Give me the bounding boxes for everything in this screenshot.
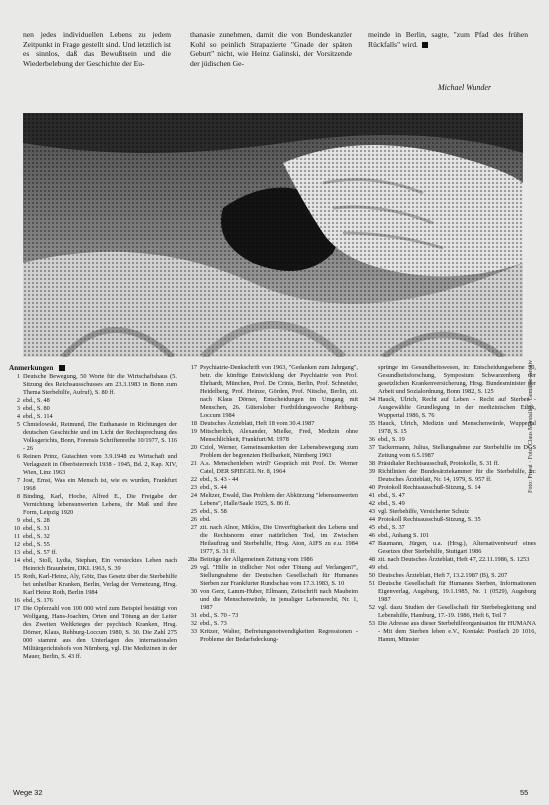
notes-title-text: Anmerkungen <box>9 364 54 372</box>
note-item <box>364 364 536 396</box>
note-item <box>9 533 177 541</box>
note-text: ebd., S. 43 - 44 <box>200 476 239 483</box>
note-text: ebd., Stoll, Lydia, Stephan, Ein verstecktes Leben nach Heinrich Braunheim, DKL 1963, S. 39 <box>23 557 177 572</box>
note-item <box>364 420 536 436</box>
note-number: 35 <box>368 420 375 427</box>
note-item <box>364 444 536 460</box>
note-text: Tackermann, Julius, Stellungnahme zur Sterbehilfe im DGS Zeitung vom 6.5.1987 <box>378 444 536 459</box>
note-text: Meltzer, Ewald, Das Problem der Abkürzung "lebensunwerten Lebens", Halle/Saale 1925, S. 86 ff. <box>200 492 358 507</box>
note-number: 8 <box>16 493 20 500</box>
note-number: 42 <box>368 500 375 507</box>
note-text: Deutsches Ärzteblatt, Heft 18 vom 30.4.1987 <box>200 420 315 427</box>
note-item <box>364 500 536 508</box>
note-number: 14 <box>13 557 20 564</box>
note-number: 26 <box>190 516 197 523</box>
article-column-3-text: meinde in Berlin, sagte, "zum Pfad des frühen Rückfalls" wird. <box>368 30 528 49</box>
note-text: ebd., S. 73 <box>200 620 227 627</box>
note-text: vgl. dazu Studien der Gesellschaft für Sterbebegleitung und Lebenshilfe, Hamburg, 17.-19. 1986, Heft 6, Teil 7 <box>378 604 536 619</box>
note-item <box>9 541 177 549</box>
note-text: Präsidialer Rechtsausschuß, Protokolle, S. 31 ff. <box>378 460 500 467</box>
note-text: Hauck, Ulrich, Medizin und Menschenwürde, Wuppertal 1978, S. 15 <box>378 420 536 435</box>
photo-credit: Foto: Privat · Foto: Claus Marstaller · Gemälde-Archiv <box>528 360 534 493</box>
note-text: Kritzer, Walter, Befreiungsnotwendigkeiten Regressionen - Probleme der Bedarfsdeckung- <box>200 628 358 643</box>
note-text: ebd. <box>200 516 211 523</box>
note-item <box>9 405 177 413</box>
note-text: ebd., S. 70 - 73 <box>200 612 239 619</box>
note-number: 3 <box>16 405 20 412</box>
note-number: 31 <box>190 612 197 619</box>
note-number: 12 <box>13 541 20 548</box>
end-square-icon <box>422 42 428 48</box>
note-item <box>9 557 177 573</box>
notes-title <box>9 364 177 372</box>
note-number: 49 <box>368 564 375 571</box>
note-text: Psychiatrie-Denkschrift von 1963, "Gedanken zum Jahrgang", betr. die künftige Entwicklung der Psychiatrie von Prof. Ehrhardt, München, Prof. De Crinis, Berlin, Prof. Schneider, Heidelberg, Prof. Heinze, Görden, Prof. Nitsche, Berlin, zit. nach Klaus Dörner, Entscheidungen im Umgang mit Menschen, 26. Gütersloher Fortbildungswoche Rehburg-Loccum 1984 <box>200 364 358 419</box>
note-number: 47 <box>368 540 375 547</box>
note-number: 5 <box>16 421 20 428</box>
note-number: 40 <box>368 484 375 491</box>
note-item <box>9 421 177 453</box>
note-number: 19 <box>190 428 197 435</box>
note-number: 53 <box>368 620 375 627</box>
note-text: Hauck, Ulrich, Recht auf Leben - Recht auf Sterben - Ausgewählte Grundlegung in der medizinischen Ethik, Wuppertal 1986, S. 76 <box>378 396 536 419</box>
note-text: vgl. Sterbehilfe, Versicherter Schutz <box>378 508 469 515</box>
note-number: 15 <box>13 573 20 580</box>
note-text: Richtlinien der Bundesärztekammer für die Sterbehilfe, in: Deutsches Ärzteblatt, Nr. 14, 1979, S. 957 ff. <box>378 468 536 483</box>
note-number: 27 <box>190 524 197 531</box>
notes-list-2 <box>186 364 358 644</box>
note-text: ebd., S. 47 <box>378 492 405 499</box>
note-text: Reinen Prinz, Gutachten vom 3.9.1948 zu Wirtschaft und Verlagszeit in Oberösterreich 1938 - 1945, Bd. 2, Kap. XIV, Wien, Linz 1963 <box>23 453 177 476</box>
note-item <box>186 364 358 420</box>
note-number: 32 <box>190 620 197 627</box>
note-item <box>364 564 536 572</box>
note-text: ebd., S. 31 <box>23 525 50 532</box>
note-item <box>186 620 358 628</box>
note-text: ebd., S. 19 <box>378 436 405 443</box>
note-item <box>186 508 358 516</box>
note-item <box>364 516 536 524</box>
note-number: 7 <box>16 477 20 484</box>
note-item <box>364 468 536 484</box>
note-item <box>186 444 358 460</box>
note-item <box>364 508 536 516</box>
note-number: 48 <box>368 556 375 563</box>
note-number: 46 <box>368 532 375 539</box>
note-text: zit. nach Alnor, Miklos, Die Unverfügbarkeit des Lebens und die Rechtsnorm einer natürlichen Tod, im Zwischen Heilauftrag und Sterbehilfe, Hrsg. Aton, AIFS zu e.u. 1984 1977, S. 31 ff. <box>200 524 358 555</box>
note-item <box>186 420 358 428</box>
note-text: ebd., S. 176 <box>23 597 53 604</box>
note-text: sprünge im Gesundheitswesen, in: Entscheidungsebene 30, Gesundheitsforschung, Symposium Schwarzenberg der gesetzlichen Krankenversicherung, Hrsg. Bundesminister der Arbeit und Sozialordnung, Bonn 1982, S. 125 <box>378 364 536 395</box>
note-item <box>186 564 358 588</box>
note-text: ebd., S. 44 <box>200 484 227 491</box>
note-text: Die Adresse aus dieser Sterbehilfeorganisation für HUMANA - Mit dem Sterben leben e.V., Kontakt: Postfach 20 1016, Hamm, Münster <box>378 620 536 643</box>
note-text: Beiträge der Allgemeinen Zeitung vom 1986 <box>200 556 313 563</box>
note-number: 9 <box>16 517 20 524</box>
note-number: 17 <box>190 364 197 371</box>
note-item <box>9 605 177 661</box>
note-item <box>186 628 358 644</box>
note-number: 4 <box>16 413 20 420</box>
note-number: 1 <box>16 373 20 380</box>
title-square-icon <box>59 365 65 371</box>
article-column-2: thanasie zunehmen, damit die von Bundeskanzler Kohl so peinlich Strapazierte "Gnade der späten Geburt" nicht, wie Heinz Galinski, der Vorsitzende der jüdischen Ge- <box>190 30 352 68</box>
note-number: 6 <box>16 453 20 460</box>
note-number: 25 <box>190 508 197 515</box>
author-byline: Michael Wunder <box>438 83 492 92</box>
note-item <box>9 573 177 597</box>
note-number: 34 <box>368 396 375 403</box>
note-text: Deutsche Bewegung, 50 Worte für die Wirtschaftshaus (5. Sitzung des Reichsausschusses am 23.3.1983 in Bonn zum Thema Sterbehilfe, Aufruf), S. 80 ff. <box>23 373 177 396</box>
notes-column-1 <box>9 364 177 784</box>
note-number: 13 <box>13 549 20 556</box>
note-item <box>186 524 358 556</box>
note-text: Binding, Karl, Hoche, Alfred E., Die Freigabe der Vernichtung lebensunwerten Lebens, ihr Maß und ihre Form, Leipzig 1920 <box>23 493 177 516</box>
note-item <box>364 604 536 620</box>
note-text: ebd., S. 58 <box>200 508 227 515</box>
notes-list-1 <box>9 373 177 661</box>
note-item <box>186 612 358 620</box>
halftone-photo <box>23 113 523 357</box>
note-item <box>364 580 536 604</box>
note-text: Jost, Ernst, Was ein Mensch ist, wie es wurden, Frankfurt 1968 <box>23 477 177 492</box>
note-text: Cziol, Werner, Gemeinsamkeiten der Lebensbewegung zum Problem der begrenzten Heilbarkeit, Nürnberg 1963 <box>200 444 358 459</box>
note-item <box>364 484 536 492</box>
note-number: 2 <box>16 397 20 404</box>
note-number: 43 <box>368 508 375 515</box>
note-text: Protokoll Rechtsausschuß-Sitzung, S. 14 <box>378 484 481 491</box>
page-number: 55 <box>520 788 529 797</box>
note-text: ebd., S. 114 <box>23 413 53 420</box>
note-item <box>364 524 536 532</box>
note-number: 37 <box>368 444 375 451</box>
note-number <box>364 364 378 396</box>
note-text: Deutsche Gesellschaft für Humanes Sterben, Informationen Eigenverlag, Augsburg, 19.1.1985, Nr. 1 (0529), Augsburg 1987 <box>378 580 536 603</box>
note-text: ebd., S. 28 <box>23 517 50 524</box>
note-item <box>364 572 536 580</box>
note-item <box>9 373 177 397</box>
note-text: ebd., Anhang S. 101 <box>378 532 430 539</box>
note-text: A.s. Menschenleben wird? Gespräch mit Prof. Dr. Werner Catel, DER SPIEGEL Nr. 8, 1964 <box>200 460 358 475</box>
note-text: ebd., S. 32 <box>23 533 50 540</box>
notes-list-3 <box>364 364 536 644</box>
note-item <box>364 540 536 556</box>
note-number: 23 <box>190 484 197 491</box>
note-text: Baumann, Jürgen, u.a. (Hrsg.), Alternativentwurf eines Gesetzes über Sterbehilfe, Stuttgart 1986 <box>378 540 536 555</box>
note-number: 10 <box>13 525 20 532</box>
note-item <box>186 516 358 524</box>
note-item <box>9 517 177 525</box>
note-item <box>9 493 177 517</box>
note-item <box>186 428 358 444</box>
note-item <box>9 525 177 533</box>
note-number: 51 <box>368 580 375 587</box>
note-text: ebd., S. 57 ff. <box>23 549 57 556</box>
note-number: 30 <box>190 588 197 595</box>
note-text: Die Opferzahl von 100 000 wird zum Beispiel bestätigt von Wolfgang, Hans-Joachim, Orten und Tötung an der Leiter des Zweiten Weltkrieges der psychisch Kranken, Hrsg. Dörner, Klaus, Rehburg-Loccum 1980, S. 30. Die Zahl 275 000 stammt aus den Unterlagen des internationalen Militärgerichtshofs von Nürnberg, vgl. Die Medizinen in der Mauer, Berlin, S. 43 ff. <box>23 605 177 660</box>
note-item <box>364 396 536 420</box>
note-number: 20 <box>190 444 197 451</box>
note-number: 36 <box>368 436 375 443</box>
note-item <box>186 476 358 484</box>
note-item <box>9 597 177 605</box>
note-item <box>364 620 536 644</box>
note-text: ebd., S. 48 <box>23 397 50 404</box>
note-number: 29 <box>190 564 197 571</box>
note-item <box>186 460 358 476</box>
note-text: vgl. "Hilfe in tödlicher Not oder Tötung auf Verlangen?", Stellungnahme der Deutschen Gesellschaft für Humanes Sterben zur Frankfurter Rundschau vom 17.3.1983, S. 10 <box>200 564 358 587</box>
note-item <box>186 556 358 564</box>
note-text: Chmielowski, Reimund, Die Euthanasie in Richtungen der deutschen Geschichte und im Licht der Rechtsprechung des Volksgerichts, Bonn, Forensis Schriftenreihe 10/1977, S. 116 - 26 <box>23 421 177 452</box>
note-item <box>364 460 536 468</box>
note-text: zit. nach Deutsches Ärzteblatt, Heft 47, 22.11.1986, S. 1253 <box>378 556 530 563</box>
note-number: 52 <box>368 604 375 611</box>
note-number: 28a <box>187 556 197 563</box>
note-item <box>9 413 177 421</box>
note-item <box>9 453 177 477</box>
note-item <box>186 492 358 508</box>
note-number: 39 <box>368 468 375 475</box>
note-number: 50 <box>368 572 375 579</box>
note-text: ebd., S. 49 <box>378 500 405 507</box>
note-text: Mitscherlich, Alexander, Mielke, Fred, Medizin ohne Menschlichkeit, Frankfurt/M. 1978 <box>200 428 358 443</box>
note-text: ebd., S. 37 <box>378 524 405 531</box>
note-item <box>186 484 358 492</box>
note-number: 24 <box>190 492 197 499</box>
note-number: 18 <box>190 420 197 427</box>
note-item <box>364 556 536 564</box>
note-number: 41 <box>368 492 375 499</box>
note-text: von Gerz, Lamm-Huber, Ellmann, Zeitschrift nach Mauheim und die Menschenwürde, in jemaliger Lebensrecht, Nr. 1, 1987 <box>200 588 358 611</box>
note-number: 45 <box>368 524 375 531</box>
note-text: ebd., S. 80 <box>23 405 50 412</box>
notes-column-3 <box>364 364 536 784</box>
note-text: Protokoll Rechtsausschuß-Sitzung, S. 35 <box>378 516 481 523</box>
article-column-3 <box>368 30 528 108</box>
note-item <box>186 588 358 612</box>
note-item <box>9 549 177 557</box>
note-item <box>9 397 177 405</box>
note-text: ebd., S. 55 <box>23 541 50 548</box>
note-item <box>9 477 177 493</box>
note-number: 21 <box>190 460 197 467</box>
photo-illustration <box>23 113 523 357</box>
note-number: 16 <box>13 597 20 604</box>
note-text: Roth, Karl-Heinz, Aly, Götz, Das Gesetz über die Sterbehilfe bei unheilbar Kranken, Berlin, Verlag der Vernetzung, Hrsg. Karl Heinz Roth, Berlin 1984 <box>23 573 177 596</box>
notes-column-2 <box>186 364 358 784</box>
note-item <box>364 436 536 444</box>
note-number: 11 <box>13 533 20 540</box>
note-number: 17 <box>13 605 20 612</box>
note-item <box>364 532 536 540</box>
note-text: ebd. <box>378 564 389 571</box>
footer-issue: Wege 32 <box>13 788 43 797</box>
note-item <box>364 492 536 500</box>
note-text: Deutsches Ärzteblatt, Heft 7, 13.2.1987 (B), S. 207 <box>378 572 508 579</box>
note-number: 33 <box>190 628 197 635</box>
note-number: 38 <box>368 460 375 467</box>
note-number: 44 <box>368 516 375 523</box>
article-column-1: nen jedes individuellen Lebens zu jedem Zeitpunkt in Frage gestellt sind. Und letztlich ist es sinnlos, daß das Bewußtsein und die Wiederbelebung der Geschichte der Eu- <box>23 30 171 68</box>
note-number: 22 <box>190 476 197 483</box>
